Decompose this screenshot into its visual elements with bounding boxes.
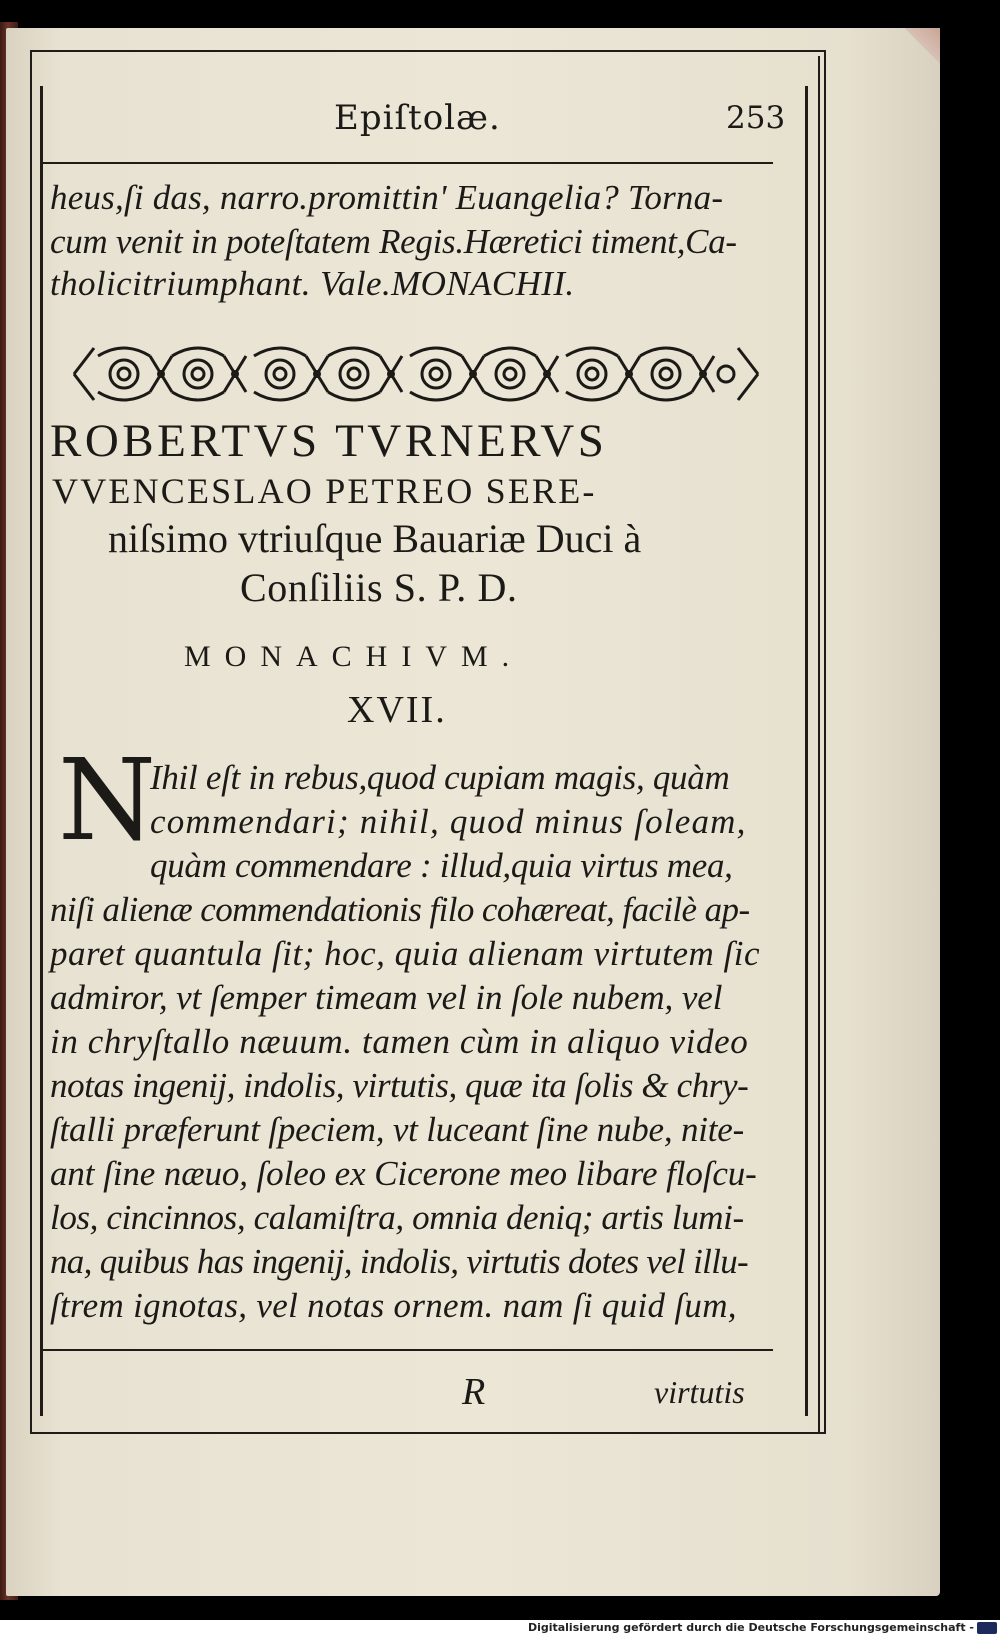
header-rule (40, 162, 773, 164)
body-line: Ihil eſt in rebus,quod cupiam magis, quàm (150, 758, 730, 797)
ornamental-band (68, 338, 764, 410)
body-line: na, quibus has ingenij, indolis, virtutis dotes vel illu- (50, 1242, 748, 1281)
body-line: commendari; nihil, quod minus ſoleam, (150, 802, 747, 841)
body-line: ant ſine næuo, ſoleo ex Cicerone meo libare floſcu- (50, 1154, 757, 1193)
footer-rule (40, 1349, 773, 1351)
top-line: tholicitriumphant. Vale.MONACHII. (50, 264, 575, 303)
letter-number: XVII. (347, 689, 447, 731)
inner-right-rule (805, 86, 808, 1416)
body-line: los, cincinnos, calamiſtra, omnia deniq; artis lumi- (50, 1198, 744, 1237)
page-number: 253 (726, 100, 786, 136)
heading-recipient: VVENCESLAO PETREO SERE- (52, 471, 597, 511)
top-line: heus,ſi das, narro.promittin' Euangelia? Torna- (50, 178, 724, 217)
catchword: virtutis (654, 1374, 745, 1410)
body-line: admiror, vt ſemper timeam vel in ſole nubem, vel (50, 978, 723, 1017)
outer-bottom-rule (34, 1432, 824, 1434)
signature-mark: R (462, 1371, 486, 1413)
place-line: MONACHIVM. (184, 640, 524, 673)
outer-right-rule (818, 56, 820, 1434)
body-line: paret quantula ſit; hoc, quia alienam virtutem ſic (50, 934, 760, 973)
top-line: cum venit in poteſtatem Regis.Hæretici timent,Ca- (50, 222, 737, 261)
heading-salutation: Conſiliis S. P. D. (240, 565, 518, 610)
footer-credit: Digitalisierung gefördert durch die Deutsche Forschungsgemeinschaft - (527, 1621, 974, 1634)
body-line: notas ingenij, indolis, virtutis, quæ ita ſolis & chry- (50, 1066, 749, 1105)
body-line: ſtalli præferunt ſpeciem, vt luceant ſine nube, nite- (50, 1110, 745, 1149)
body-line: niſi alienæ commendationis filo cohæreat, facilè ap- (50, 890, 750, 929)
page-corner (896, 28, 940, 72)
body-line: ſtrem ignotas, vel notas ornem. nam ſi quid ſum, (50, 1286, 737, 1325)
inner-left-rule (40, 86, 43, 1416)
running-head: Epiſtolæ. (334, 98, 501, 138)
body-line: quàm commendare : illud,quia virtus mea, (150, 846, 733, 885)
drop-cap: N (58, 736, 156, 866)
dfg-logo (977, 1622, 997, 1634)
heading-title: niſsimo vtriuſque Bauariæ Duci à (108, 516, 642, 561)
heading-author: ROBERTVS TVRNERVS (50, 415, 608, 467)
body-line: in chryſtallo næuum. tamen cùm in aliquo video (50, 1022, 749, 1061)
